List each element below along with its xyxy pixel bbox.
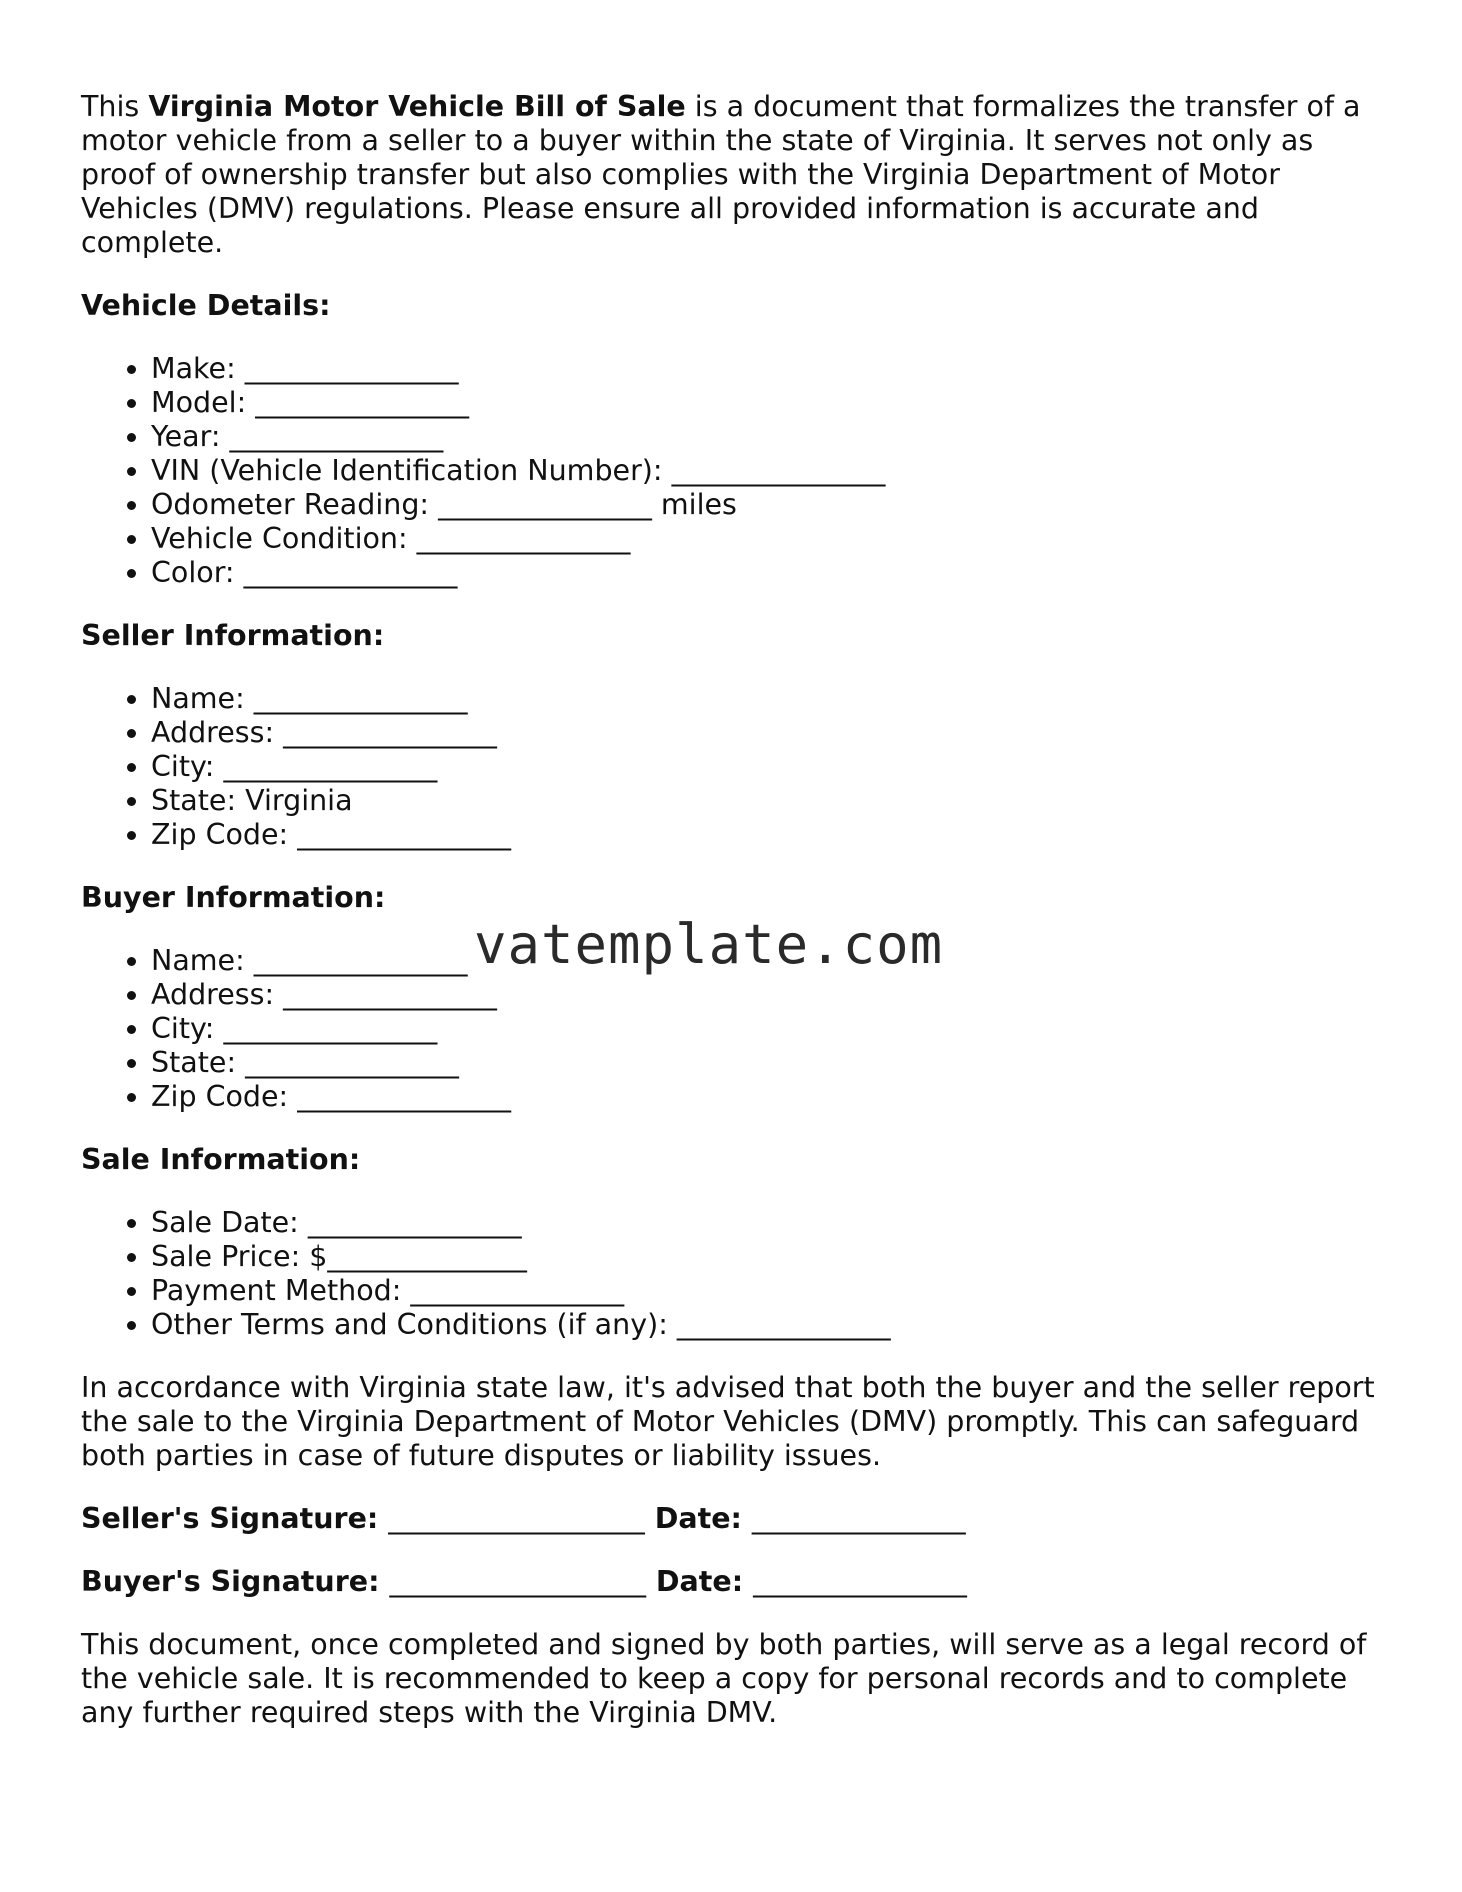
document-title: Virginia Motor Vehicle Bill of Sale [148,90,686,123]
vehicle-details-list [81,352,1391,590]
advisory-paragraph: In accordance with Virginia state law, it's advised that both the buyer and the seller report the sale to the Virginia Department of Motor Vehicles (DMV) promptly. This can safeguard both parties in case of future disputes or liability issues. [81,1371,1375,1472]
seller-information-list [81,682,1391,852]
buyer-city-field: • City: _______________ [151,1012,1391,1046]
sale-price-field: • Sale Price: $______________ [151,1240,1391,1274]
seller-date-label: Date: [654,1502,742,1535]
intro-paragraph [81,90,1391,260]
buyer-signature-label: Buyer's Signature: [81,1565,380,1598]
sale-date-field: • Sale Date: _______________ [151,1206,1391,1240]
intro-text: is a document that formalizes the transfer of a motor vehicle from a seller to a buyer within the state of Virginia. It serves not only as proof of ownership transfer but also complies with the Virginia Department of Motor Vehicles (DMV) regulations. Please ensure all provided information is accurate and complete. [81,90,1361,259]
buyer-address-field: • Address: _______________ [151,978,1391,1012]
buyer-zip-field: • Zip Code: _______________ [151,1080,1391,1114]
intro-prefix: This [81,90,149,123]
buyer-name-field: • Name: _______________ [151,944,1391,978]
buyer-signature-blank: __________________ [389,1565,646,1598]
watermark-text: vatemplate.com [474,913,944,976]
seller-information-heading: Seller Information: [81,619,385,652]
other-terms-field: • Other Terms and Conditions (if any): _______________ [151,1308,1391,1342]
seller-date-blank: _______________ [751,1502,966,1535]
buyer-information-heading: Buyer Information: [81,881,386,914]
seller-name-field: • Name: _______________ [151,682,1391,716]
vehicle-details-heading: Vehicle Details: [81,289,331,322]
vehicle-condition-field: • Vehicle Condition: _______________ [151,522,1391,556]
seller-signature-line [81,1502,1391,1536]
buyer-state-field: • State: _______________ [151,1046,1391,1080]
vehicle-model-field: • Model: _______________ [151,386,1391,420]
buyer-date-blank: _______________ [753,1565,967,1598]
seller-address-field: • Address: _______________ [151,716,1391,750]
seller-signature-blank: __________________ [388,1502,645,1535]
payment-method-field: • Payment Method: _______________ [151,1274,1391,1308]
vehicle-year-field: • Year: _______________ [151,420,1391,454]
closing-paragraph: This document, once completed and signed by both parties, will serve as a legal record of the vehicle sale. It is recommended to keep a copy for personal records and to complete any further required steps with the Virginia DMV. [81,1628,1367,1729]
sale-information-list [81,1206,1391,1342]
seller-zip-field: • Zip Code: _______________ [151,818,1391,852]
vehicle-odometer-field: • Odometer Reading: _______________ miles [151,488,1391,522]
vehicle-vin-field: • VIN (Vehicle Identification Number): _______________ [151,454,1391,488]
buyer-date-label: Date: [655,1565,744,1598]
sale-information-heading: Sale Information: [81,1143,361,1176]
seller-state-field: • State: Virginia [151,784,1391,818]
seller-signature-label: Seller's Signature: [81,1502,379,1535]
vehicle-color-field: • Color: _______________ [151,556,1391,590]
vehicle-make-field: • Make: _______________ [151,352,1391,386]
buyer-signature-line [81,1565,1391,1599]
seller-city-field: • City: _______________ [151,750,1391,784]
